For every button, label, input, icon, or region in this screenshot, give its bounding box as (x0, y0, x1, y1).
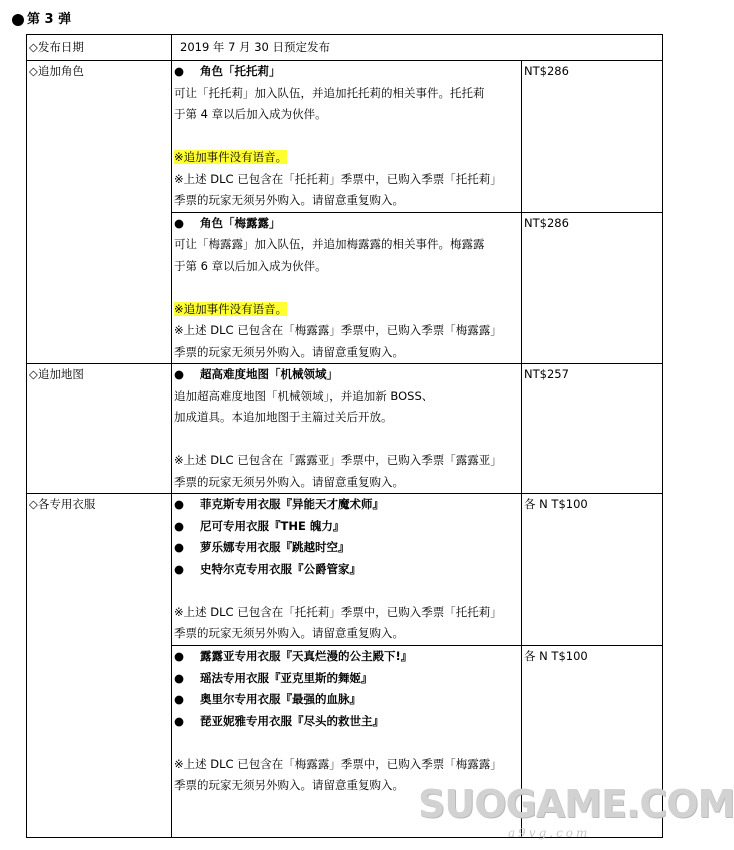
bullet-icon: ● (174, 540, 185, 554)
label-cell (27, 61, 172, 364)
char2-title: ● 角色「梅露露」 (174, 213, 519, 235)
content-cell (172, 61, 522, 213)
char1-desc1: 可让「托托莉」加入队伍，并追加托托莉的相关事件。托托莉 (174, 85, 485, 100)
char2-voice-note: ※追加事件没有语音。 (174, 301, 288, 316)
bullet-icon: ● (174, 692, 185, 706)
char2-season-note2: 季票的玩家无须另外购入。请留意重复购入。 (174, 344, 404, 359)
table-row-char1 (27, 61, 663, 213)
outfit2-item: ● 奥里尔专用衣服『最强的血脉』 (174, 689, 519, 711)
watermark-logo: SUOGAME.COM (418, 782, 734, 826)
bullet-icon: ● (174, 649, 185, 663)
char1-season-note1: ※上述 DLC 已包含在「托托莉」季票中，已购入季票「托托莉」 (174, 171, 502, 186)
outfit1-item: ● 菲克斯专用衣服『异能天才魔术师』 (174, 494, 519, 516)
outfit1-item: ● 萝乐娜专用衣服『跳越时空』 (174, 537, 519, 559)
char2-desc2: 于第 6 章以后加入成为伙伴。 (174, 258, 327, 273)
table-row-outfit1 (27, 494, 663, 646)
outfit2-price: 各 N T$100 (524, 649, 588, 663)
bullet-icon: ● (174, 518, 185, 533)
label-cell (27, 494, 172, 838)
table-row-map (27, 364, 663, 494)
outfit1-item: ● 尼可专用衣服『THE 魄力』 (174, 516, 519, 538)
outfit2-item: ● 露露亚专用衣服『天真烂漫的公主殿下!』 (174, 646, 519, 668)
outfit-label: ◇各专用衣服 (29, 497, 96, 511)
outfit2-season-note1: ※上述 DLC 已包含在「梅露露」季票中，已购入季票「梅露露」 (174, 756, 502, 771)
price-cell (522, 61, 663, 213)
release-date-cell (172, 35, 663, 61)
char1-voice-note: ※追加事件没有语音。 (174, 150, 288, 164)
bullet-icon: ● (174, 215, 185, 230)
price-cell (522, 364, 663, 494)
bullet-icon: ● (174, 670, 185, 685)
content-cell (172, 212, 522, 364)
bullet-icon: ● (174, 64, 185, 78)
bullet-dot-icon (12, 14, 24, 26)
bullet-icon: ● (174, 367, 185, 381)
section-title: 第 3 弹 (27, 12, 72, 27)
char1-title: ● 角色「托托莉」 (174, 61, 519, 83)
map-desc2: 加成道具。本追加地图于主篇过关后开放。 (174, 410, 393, 424)
char2-desc1: 可让「梅露露」加入队伍，并追加梅露露的相关事件。梅露露 (174, 237, 485, 251)
outfit1-price: 各 N T$100 (524, 497, 588, 511)
outfit1-item: ● 史特尔克专用衣服『公爵管家』 (174, 559, 519, 581)
char1-desc2: 于第 4 章以后加入成为伙伴。 (174, 107, 327, 121)
content-cell (172, 364, 522, 494)
price-cell (522, 212, 663, 364)
release-date: 2019 年 7 月 30 日预定发布 (180, 40, 330, 54)
section-heading (12, 11, 71, 29)
label-cell (27, 35, 172, 61)
char1-season-note2: 季票的玩家无须另外购入。请留意重复购入。 (174, 193, 404, 207)
char1-price: NT$286 (524, 64, 569, 78)
outfit2-season-note2: 季票的玩家无须另外购入。请留意重复购入。 (174, 778, 404, 792)
map-price: NT$257 (524, 367, 569, 381)
map-season-note1: ※上述 DLC 已包含在「露露亚」季票中，已购入季票「露露亚」 (174, 453, 502, 467)
outfit2-item: ● 瑶法专用衣服『亚克里斯的舞姬』 (174, 668, 519, 690)
char-label: ◇追加角色 (29, 64, 84, 78)
outfit1-season-note1: ※上述 DLC 已包含在「托托莉」季票中，已购入季票「托托莉」 (174, 604, 502, 619)
map-desc1: 追加超高难度地图「机械领域」，并追加新 BOSS、 (174, 388, 434, 403)
watermark-sub-logo: a9vg.com (508, 826, 591, 840)
map-season-note2: 季票的玩家无须另外购入。请留意重复购入。 (174, 474, 404, 489)
outfit2-item: ● 琵亚妮雅专用衣服『尽头的救世主』 (174, 711, 519, 733)
bullet-icon: ● (174, 561, 185, 576)
release-label: ◇发布日期 (29, 40, 84, 54)
char2-price: NT$286 (524, 215, 569, 230)
dlc-table (26, 34, 663, 838)
char2-season-note1: ※上述 DLC 已包含在「梅露露」季票中，已购入季票「梅露露」 (174, 323, 502, 337)
content-cell (172, 494, 522, 646)
label-cell (27, 364, 172, 494)
outfit1-season-note2: 季票的玩家无须另外购入。请留意重复购入。 (174, 626, 404, 640)
price-cell (522, 494, 663, 646)
bullet-icon: ● (174, 497, 185, 511)
bullet-icon: ● (174, 713, 185, 728)
table-row-release (27, 35, 663, 61)
map-label: ◇追加地图 (29, 367, 84, 381)
map-title: ● 超高难度地图「机械领域」 (174, 364, 519, 386)
